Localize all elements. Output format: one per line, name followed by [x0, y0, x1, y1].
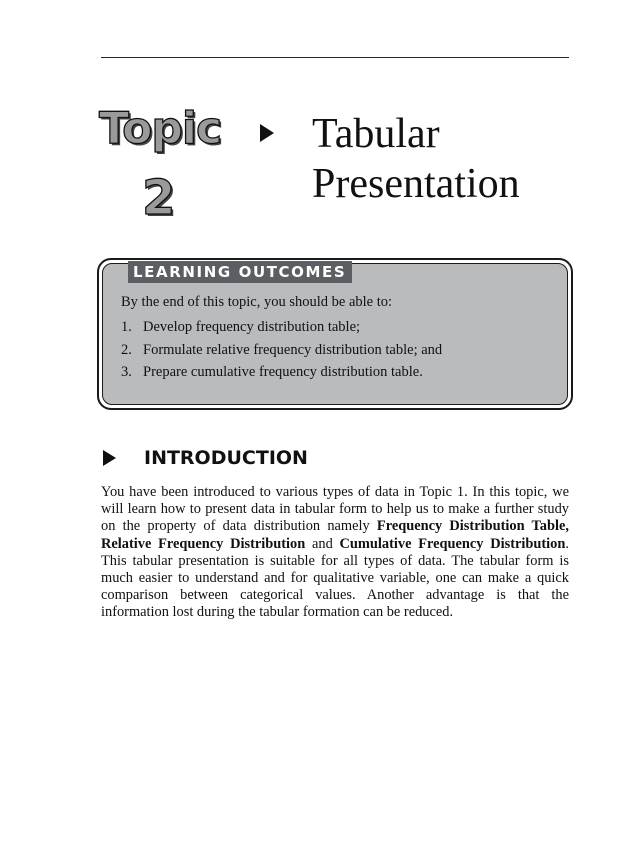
intro-bold-1: Frequency Distribution Table, Relative Frequency Distribution — [101, 518, 569, 552]
list-item-number: 1. — [121, 319, 132, 335]
list-item-text: Prepare cumulative frequency distribution table. — [143, 364, 423, 380]
right-triangle-icon — [260, 124, 274, 142]
right-triangle-icon — [103, 450, 116, 466]
intro-bold-2: Cumulative Frequency Distribution — [339, 535, 566, 552]
page-title-line-2: Presentation — [312, 161, 520, 207]
learning-outcomes-list — [121, 316, 442, 384]
intro-text-b: and — [305, 535, 340, 552]
list-item-number: 2. — [121, 341, 132, 358]
intro-text-c: . This tabular presentation is suitable for all types of data. The tabular form is much easier to understand and for qualitative variable, one can make a quick comparison between categorical values. Another advantage is that the information lost during the tabular formation can be reduced. — [101, 535, 569, 621]
list-item — [121, 316, 442, 339]
page-title-line-1: Tabular — [312, 111, 440, 157]
learning-outcomes-intro: By the end of this topic, you should be able to: — [121, 294, 393, 310]
intro-paragraph — [101, 484, 569, 622]
list-item-number: 3. — [121, 364, 132, 380]
header-rule — [101, 57, 569, 58]
learning-outcomes-heading: LEARNING OUTCOMES — [128, 261, 352, 283]
list-item-text: Develop frequency distribution table; — [143, 319, 361, 335]
intro-text-a: You have been introduced to various types of data in Topic 1. In this topic, we will learn how to present data in tabular form to help us to make a further study on the property of data distribution namely — [101, 484, 569, 535]
topic-label: Topic — [99, 103, 222, 154]
list-item — [121, 361, 442, 384]
list-item — [121, 339, 442, 362]
topic-number: 2 — [142, 170, 175, 226]
list-item-text: Formulate relative frequency distribution table; and — [143, 341, 443, 358]
section-heading: INTRODUCTION — [144, 447, 308, 469]
